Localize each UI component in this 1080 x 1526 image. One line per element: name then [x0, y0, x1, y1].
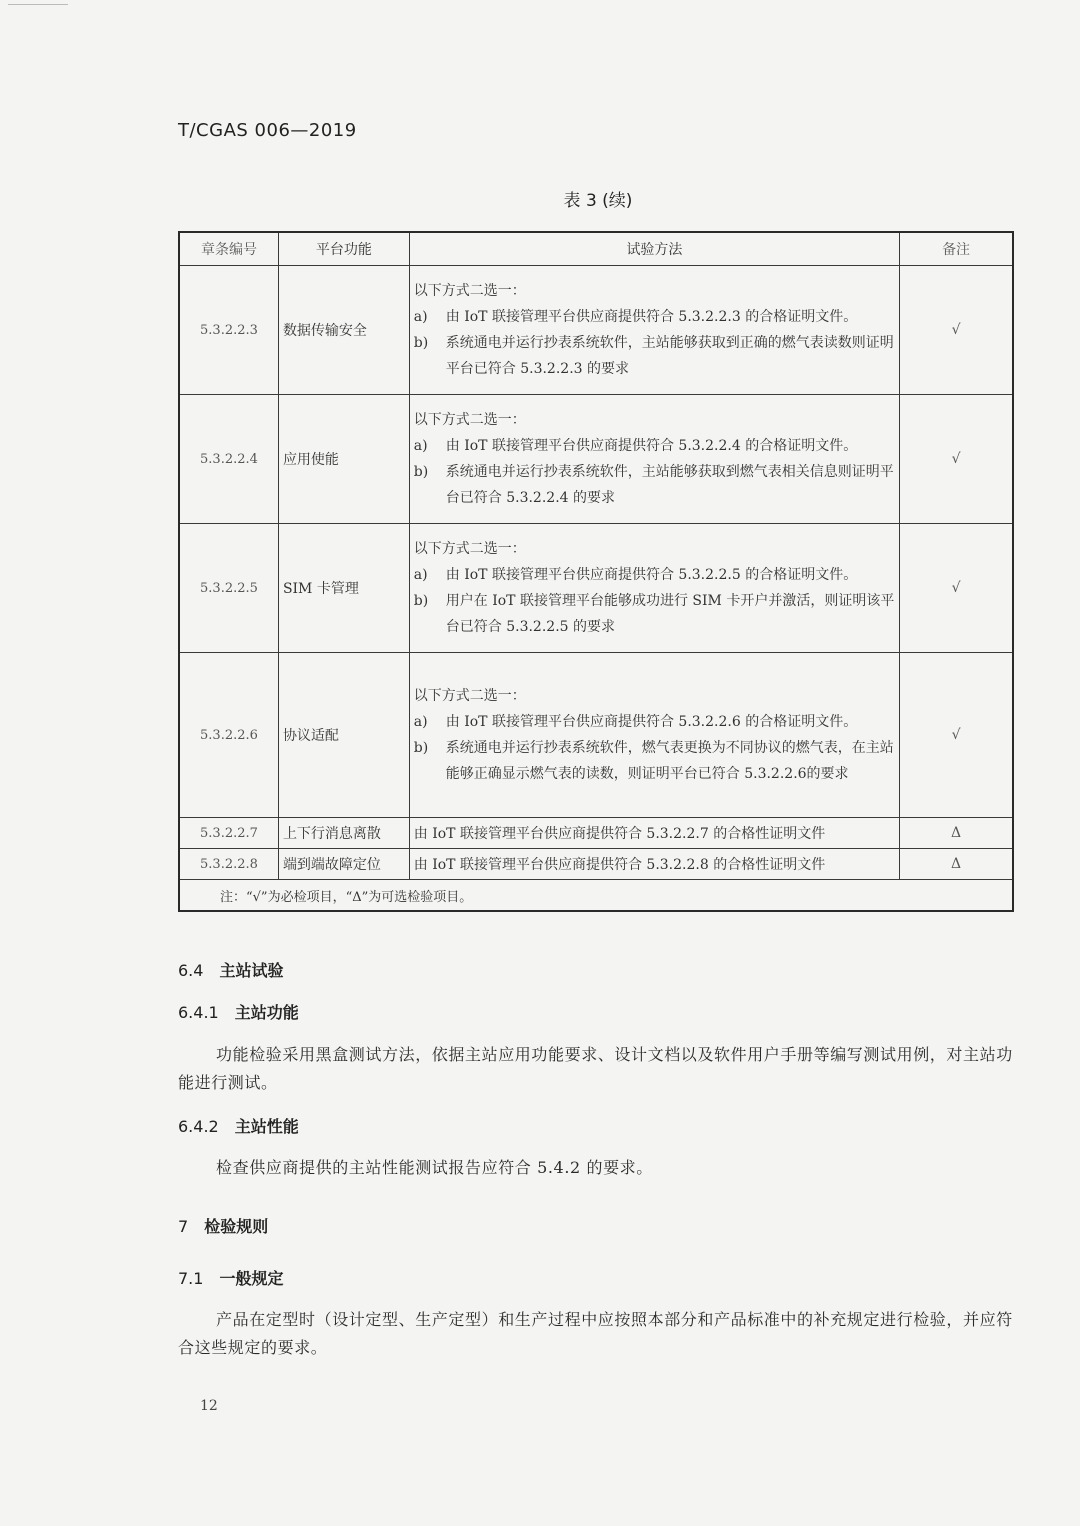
- platform-function: 应用使能: [278, 395, 409, 524]
- test-method: [409, 395, 899, 524]
- table-row: [179, 395, 1013, 524]
- method-option-b: b) 系统通电并运行抄表系统软件，燃气表更换为不同协议的燃气表，在主站能够正确显示燃气表的读数，则证明平台已符合 5.3.2.2.6的要求: [413, 740, 894, 782]
- method-intro: 以下方式二选一：: [413, 688, 526, 704]
- section-title: 一般规定: [219, 1269, 284, 1288]
- method-intro: 以下方式二选一：: [413, 412, 526, 428]
- test-method: 由 IoT 联接管理平台供应商提供符合 5.3.2.2.8 的合格性证明文件: [409, 849, 899, 880]
- test-method-table: [178, 231, 1014, 912]
- table-row: [179, 818, 1013, 849]
- method-option-a: a) 由 IoT 联接管理平台供应商提供符合 5.3.2.2.3 的合格证明文件。: [413, 309, 858, 325]
- page-number: 12: [200, 1398, 218, 1414]
- clause-number: 5.3.2.2.5: [179, 524, 278, 653]
- method-option-a: a) 由 IoT 联接管理平台供应商提供符合 5.3.2.2.4 的合格证明文件。: [413, 438, 858, 454]
- section-heading: [178, 1214, 268, 1237]
- col-header-note: 备注: [900, 232, 1013, 266]
- section-heading: [178, 1000, 299, 1023]
- section-number: 7.1: [178, 1269, 204, 1288]
- paragraph: 检查供应商提供的主站性能测试报告应符合 5.4.2 的要求。: [216, 1158, 653, 1177]
- test-method: [409, 653, 899, 818]
- remark-mark: Δ: [900, 849, 1013, 880]
- remark-mark: Δ: [900, 818, 1013, 849]
- col-header-method: 试验方法: [409, 232, 899, 266]
- remark-mark: √: [900, 524, 1013, 653]
- paragraph: 功能检验采用黑盒测试方法，依据主站应用功能要求、设计文档以及软件用户手册等编写测试用例，对主站功能进行测试。: [178, 1045, 1013, 1092]
- method-option-a: a) 由 IoT 联接管理平台供应商提供符合 5.3.2.2.6 的合格证明文件。: [413, 714, 858, 730]
- test-method: [409, 266, 899, 395]
- col-header-function: 平台功能: [278, 232, 409, 266]
- remark-mark: √: [900, 266, 1013, 395]
- platform-function: 端到端故障定位: [278, 849, 409, 880]
- section-title: 主站功能: [234, 1003, 299, 1022]
- table-header-row: [179, 232, 1013, 266]
- table-footnote-row: [179, 880, 1013, 912]
- clause-number: 5.3.2.2.4: [179, 395, 278, 524]
- section-heading: [178, 958, 283, 981]
- table-row: [179, 653, 1013, 818]
- section-number: 6.4.1: [178, 1003, 219, 1022]
- clause-number: 5.3.2.2.3: [179, 266, 278, 395]
- table-title: 表 3 (续): [563, 191, 633, 211]
- section-title: 主站性能: [234, 1117, 299, 1136]
- method-option-b: b) 系统通电并运行抄表系统软件，主站能够获取到燃气表相关信息则证明平台已符合 5.3.2.2.4 的要求: [413, 464, 894, 506]
- table-row: [179, 266, 1013, 395]
- remark-mark: √: [900, 395, 1013, 524]
- table-row: [179, 849, 1013, 880]
- scan-artifact: [8, 4, 68, 11]
- test-method: 由 IoT 联接管理平台供应商提供符合 5.3.2.2.7 的合格性证明文件: [409, 818, 899, 849]
- section-title: 主站试验: [219, 961, 284, 980]
- method-intro: 以下方式二选一：: [413, 283, 526, 299]
- remark-mark: √: [900, 653, 1013, 818]
- section-heading: [178, 1114, 299, 1137]
- platform-function: SIM 卡管理: [278, 524, 409, 653]
- method-option-b: b) 系统通电并运行抄表系统软件，主站能够获取到正确的燃气表读数则证明平台已符合 5.3.2.2.3 的要求: [413, 335, 894, 377]
- method-intro: 以下方式二选一：: [413, 541, 526, 557]
- clause-number: 5.3.2.2.7: [179, 818, 278, 849]
- paragraph: 产品在定型时（设计定型、生产定型）和生产过程中应按照本部分和产品标准中的补充规定进行检验，并应符合这些规定的要求。: [178, 1310, 1013, 1357]
- section-number: 7: [178, 1217, 189, 1236]
- section-number: 6.4: [178, 961, 204, 980]
- method-option-a: a) 由 IoT 联接管理平台供应商提供符合 5.3.2.2.5 的合格证明文件。: [413, 567, 858, 583]
- section-title: 检验规则: [204, 1217, 269, 1236]
- clause-number: 5.3.2.2.8: [179, 849, 278, 880]
- clause-number: 5.3.2.2.6: [179, 653, 278, 818]
- platform-function: 协议适配: [278, 653, 409, 818]
- col-header-clause: 章条编号: [179, 232, 278, 266]
- platform-function: 数据传输安全: [278, 266, 409, 395]
- section-number: 6.4.2: [178, 1117, 219, 1136]
- table-row: [179, 524, 1013, 653]
- document-code: T/CGAS 006—2019: [178, 120, 357, 141]
- section-heading: [178, 1266, 283, 1289]
- method-option-b: b) 用户在 IoT 联接管理平台能够成功进行 SIM 卡开户并激活，则证明该平台已符合 5.3.2.2.5 的要求: [413, 593, 895, 635]
- platform-function: 上下行消息离散: [278, 818, 409, 849]
- table-footnote: 注：“√”为必检项目，“Δ”为可选检验项目。: [179, 880, 1013, 912]
- test-method: [409, 524, 899, 653]
